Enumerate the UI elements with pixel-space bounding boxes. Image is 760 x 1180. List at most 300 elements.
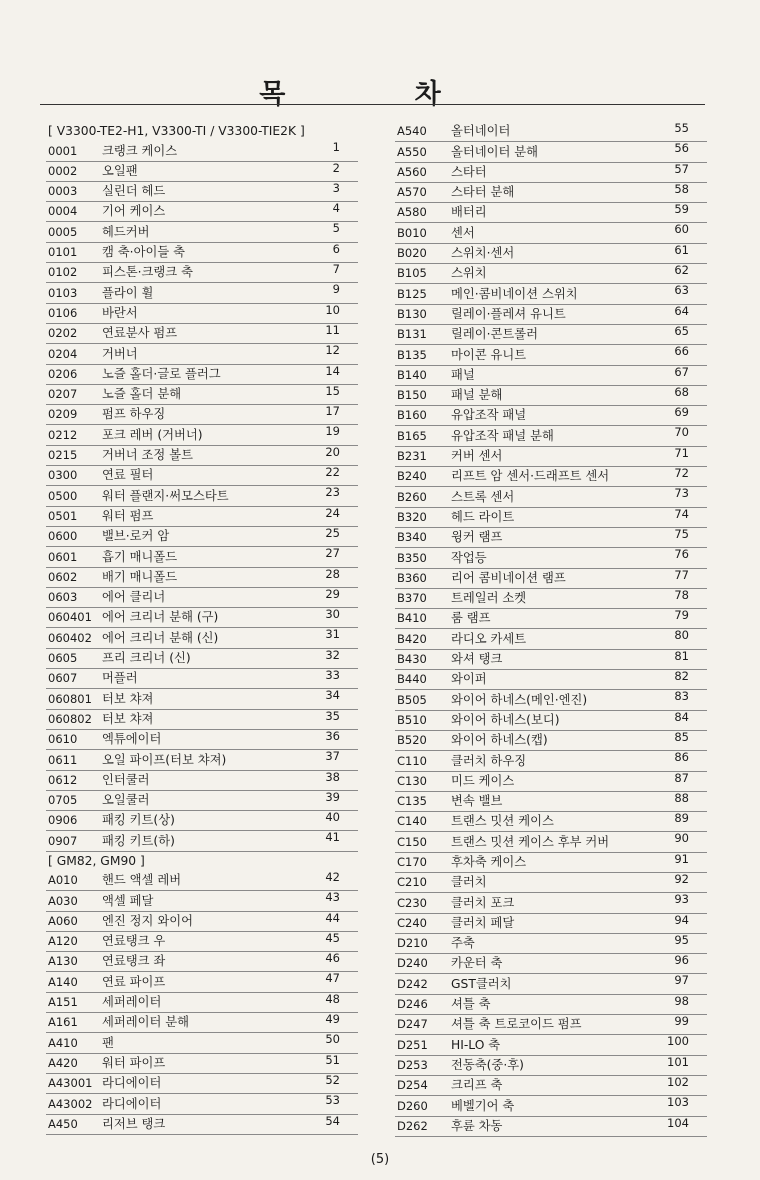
toc-entry-page: 6	[332, 241, 340, 256]
toc-entry-page: 15	[325, 383, 340, 398]
toc-entry-code: B260	[397, 489, 427, 504]
toc-entry	[395, 223, 707, 243]
toc-entry-title: 세퍼레이터	[102, 995, 162, 1010]
toc-entry	[46, 425, 358, 445]
toc-entry	[46, 972, 358, 992]
toc-entry-title: 연료분사 펌프	[102, 326, 178, 341]
toc-entry-page: 23	[325, 485, 340, 500]
toc-entry-code: 0212	[48, 427, 78, 442]
toc-entry-title: 액셀 페달	[102, 893, 154, 908]
toc-entry-page: 101	[667, 1054, 689, 1069]
toc-left-column	[46, 122, 358, 1135]
toc-entry-code: 0002	[48, 163, 78, 178]
toc-entry-code: B510	[397, 712, 427, 727]
toc-entry	[46, 791, 358, 811]
toc-entry-page: 75	[674, 526, 689, 541]
toc-entry-title: 후륜 차동	[451, 1118, 503, 1133]
toc-entry-page: 1	[332, 140, 340, 155]
toc-entry-page: 36	[325, 728, 340, 743]
toc-entry-page: 28	[325, 566, 340, 581]
toc-entry-code: 0204	[48, 346, 78, 361]
toc-entry-title: 에어 클리너	[102, 590, 166, 605]
toc-entry-page: 79	[674, 608, 689, 623]
toc-entry	[395, 792, 707, 812]
toc-entry-code: B420	[397, 631, 427, 646]
toc-entry-page: 53	[325, 1093, 340, 1108]
toc-entry-code: D251	[397, 1037, 428, 1052]
toc-entry-page: 56	[674, 141, 689, 156]
toc-entry-title: 후차축 케이스	[451, 854, 527, 869]
toc-entry-code: D254	[397, 1078, 428, 1093]
toc-entry	[46, 1033, 358, 1053]
toc-entry-page: 88	[674, 790, 689, 805]
toc-entry-code: 0605	[48, 651, 78, 666]
toc-entry-title: 라디에이터	[102, 1076, 162, 1091]
toc-entry-page: 3	[332, 180, 340, 195]
toc-entry	[395, 487, 707, 507]
toc-entry	[395, 832, 707, 852]
toc-entry-code: A570	[397, 185, 427, 200]
toc-entry-code: A550	[397, 144, 427, 159]
toc-entry-page: 67	[674, 364, 689, 379]
toc-entry-page: 59	[674, 202, 689, 217]
toc-entry-title: 피스톤·크랭크 축	[102, 265, 193, 280]
toc-entry-code: 0300	[48, 468, 78, 483]
toc-entry-page: 20	[325, 444, 340, 459]
toc-entry-page: 12	[325, 343, 340, 358]
toc-entry-page: 80	[674, 628, 689, 643]
toc-entry-code: A130	[48, 954, 78, 969]
toc-entry-code: B440	[397, 672, 427, 687]
toc-entry	[395, 447, 707, 467]
toc-entry-code: B231	[397, 449, 427, 464]
toc-entry	[46, 182, 358, 202]
toc-entry-page: 11	[325, 322, 340, 337]
toc-entry-code: 060802	[48, 711, 92, 726]
toc-entry	[395, 873, 707, 893]
toc-entry-title: 거버너 조정 볼트	[102, 448, 193, 463]
toc-entry-page: 43	[325, 890, 340, 905]
toc-entry-page: 100	[667, 1034, 689, 1049]
toc-entry-page: 90	[674, 831, 689, 846]
toc-entry-title: 엔진 정지 와이어	[102, 913, 193, 928]
toc-entry	[46, 141, 358, 161]
toc-entry-page: 45	[325, 930, 340, 945]
toc-entry-page: 22	[325, 465, 340, 480]
toc-entry-page: 10	[325, 302, 340, 317]
toc-entry-page: 73	[674, 486, 689, 501]
toc-entry-title: 스위치	[451, 266, 487, 281]
toc-entry-code: 0103	[48, 285, 78, 300]
toc-entry	[395, 569, 707, 589]
toc-entry	[395, 203, 707, 223]
toc-entry-code: B505	[397, 692, 427, 707]
toc-entry	[395, 122, 707, 142]
toc-entry	[46, 568, 358, 588]
toc-entry-code: D242	[397, 976, 428, 991]
toc-entry-page: 55	[674, 121, 689, 135]
toc-entry-page: 57	[674, 161, 689, 176]
toc-entry	[395, 1096, 707, 1116]
toc-entry-title: 릴레이·플레셔 유니트	[451, 306, 566, 321]
toc-entry	[395, 731, 707, 751]
toc-entry-code: 0102	[48, 265, 78, 280]
toc-entry-page: 60	[674, 222, 689, 237]
toc-entry-title: 배터리	[451, 205, 487, 220]
toc-entry-page: 4	[332, 201, 340, 216]
toc-entry-page: 82	[674, 669, 689, 684]
toc-entry-title: 에어 크리너 분해 (신)	[102, 630, 219, 645]
toc-entry-page: 54	[325, 1113, 340, 1128]
toc-entry-title: 프리 크리너 (신)	[102, 651, 191, 666]
toc-entry-code: D253	[397, 1057, 428, 1072]
toc-entry	[395, 325, 707, 345]
toc-entry	[395, 914, 707, 934]
toc-entry-page: 65	[674, 323, 689, 338]
toc-entry-title: 연료탱크 좌	[102, 954, 166, 969]
toc-entry	[46, 162, 358, 182]
toc-entry	[46, 283, 358, 303]
toc-entry	[46, 993, 358, 1013]
toc-entry-code: B430	[397, 652, 427, 667]
toc-entry-title: 리어 콤비네이션 램프	[451, 570, 566, 585]
toc-entry	[395, 467, 707, 487]
toc-entry-code: 0705	[48, 793, 78, 808]
toc-entry-code: 0601	[48, 549, 78, 564]
toc-entry-page: 104	[667, 1115, 689, 1130]
toc-entry	[46, 324, 358, 344]
toc-entry-title: 터보 챠져	[102, 711, 154, 726]
toc-entry	[395, 548, 707, 568]
toc-entry-page: 84	[674, 709, 689, 724]
toc-entry	[395, 650, 707, 670]
toc-entry-code: 0611	[48, 752, 78, 767]
toc-entry-code: A560	[397, 164, 427, 179]
toc-right-column	[395, 122, 707, 1137]
toc-entry-page: 96	[674, 953, 689, 968]
toc-entry	[46, 628, 358, 648]
toc-entry-title: 연료탱크 우	[102, 934, 166, 949]
toc-entry-page: 64	[674, 303, 689, 318]
toc-entry	[395, 670, 707, 690]
toc-entry-title: 베벨기어 축	[451, 1098, 515, 1113]
toc-entry-code: 0610	[48, 732, 78, 747]
toc-entry	[395, 853, 707, 873]
toc-entry-page: 99	[674, 1014, 689, 1029]
toc-entry-title: 헤드커버	[102, 224, 150, 239]
toc-entry-title: 헤드 라이트	[451, 509, 515, 524]
toc-entry-title: 워터 펌프	[102, 508, 154, 523]
toc-entry-page: 17	[325, 404, 340, 419]
toc-entry-page: 5	[332, 221, 340, 236]
toc-entry-code: C240	[397, 915, 427, 930]
toc-entry-title: 크리프 축	[451, 1078, 503, 1093]
toc-entry-code: A450	[48, 1116, 78, 1131]
toc-entry-code: 0004	[48, 204, 78, 219]
toc-entry	[46, 912, 358, 932]
toc-entry-title: 셔틀 축 트로코이드 펌프	[451, 1017, 582, 1032]
toc-entry	[46, 446, 358, 466]
toc-entry-code: 0106	[48, 305, 78, 320]
toc-entry	[46, 750, 358, 770]
toc-entry-page: 27	[325, 546, 340, 561]
toc-entry-title: 올터네이터	[451, 124, 511, 139]
toc-entry-title: 세퍼레이터 분해	[102, 1015, 190, 1030]
toc-entry-code: B410	[397, 611, 427, 626]
toc-entry-title: 미드 케이스	[451, 773, 515, 788]
toc-entry	[46, 547, 358, 567]
toc-entry-code: 0005	[48, 224, 78, 239]
toc-entry	[395, 751, 707, 771]
toc-entry-page: 44	[325, 910, 340, 925]
toc-entry-page: 68	[674, 384, 689, 399]
toc-entry	[46, 771, 358, 791]
toc-entry-page: 31	[325, 627, 340, 642]
toc-entry	[395, 589, 707, 609]
page-title: 목 차	[259, 79, 501, 110]
toc-entry-title: 릴레이·콘트롤러	[451, 327, 539, 342]
toc-entry	[395, 305, 707, 325]
toc-entry	[395, 406, 707, 426]
toc-entry	[395, 264, 707, 284]
toc-entry	[46, 507, 358, 527]
toc-entry	[395, 1015, 707, 1035]
toc-entry-page: 93	[674, 892, 689, 907]
toc-entry-code: A010	[48, 873, 78, 888]
toc-entry-page: 35	[325, 708, 340, 723]
toc-entry-code: C135	[397, 794, 427, 809]
toc-entry	[46, 689, 358, 709]
toc-entry-code: C150	[397, 834, 427, 849]
toc-entry	[46, 1013, 358, 1033]
toc-entry	[395, 183, 707, 203]
toc-entry-page: 102	[667, 1074, 689, 1089]
toc-entry-code: 0500	[48, 488, 78, 503]
toc-entry-code: B150	[397, 388, 427, 403]
toc-entry	[395, 609, 707, 629]
toc-entry-code: 0906	[48, 813, 78, 828]
toc-entry-title: 전동축(중·후)	[451, 1057, 524, 1072]
toc-entry-code: D262	[397, 1118, 428, 1133]
toc-entry-page: 40	[325, 810, 340, 825]
toc-entry-code: D247	[397, 1017, 428, 1032]
toc-entry-title: 리저브 탱크	[102, 1116, 166, 1131]
toc-entry	[46, 243, 358, 263]
toc-entry-code: D210	[397, 936, 428, 951]
toc-entry	[395, 934, 707, 954]
toc-entry-code: B140	[397, 367, 427, 382]
toc-entry-page: 61	[674, 242, 689, 257]
toc-entry	[395, 508, 707, 528]
toc-entry-code: B165	[397, 428, 427, 443]
toc-entry-page: 85	[674, 729, 689, 744]
toc-entry-code: B131	[397, 327, 427, 342]
toc-entry-code: B350	[397, 550, 427, 565]
toc-entry-code: C110	[397, 753, 427, 768]
toc-entry-page: 2	[332, 160, 340, 175]
toc-entry-code: 0202	[48, 326, 78, 341]
toc-entry-page: 91	[674, 851, 689, 866]
toc-entry-page: 89	[674, 811, 689, 826]
toc-entry-page: 49	[325, 1012, 340, 1027]
toc-entry-title: 패킹 키트(하)	[102, 833, 175, 848]
toc-entry	[46, 365, 358, 385]
toc-entry-code: A580	[397, 205, 427, 220]
toc-entry-title: 클러치 페달	[451, 915, 515, 930]
toc-entry-page: 46	[325, 951, 340, 966]
toc-entry-code: A43001	[48, 1076, 93, 1091]
toc-entry-page: 76	[674, 547, 689, 562]
title-divider	[40, 104, 705, 105]
toc-entry-code: 0001	[48, 143, 78, 158]
toc-entry-code: D260	[397, 1098, 428, 1113]
toc-entry-title: 센서	[451, 225, 475, 240]
toc-entry-title: 노즐 홀더 분해	[102, 387, 182, 402]
toc-entry	[46, 1094, 358, 1114]
toc-entry	[395, 1056, 707, 1076]
toc-entry-code: B020	[397, 246, 427, 261]
toc-entry-code: 060801	[48, 691, 92, 706]
toc-entry-title: 트랜스 밋션 케이스	[451, 814, 554, 829]
toc-entry	[46, 871, 358, 891]
toc-entry-title: 팬	[102, 1035, 114, 1050]
toc-entry	[395, 893, 707, 913]
toc-entry-page: 92	[674, 871, 689, 886]
toc-entry-page: 98	[674, 993, 689, 1008]
toc-entry	[46, 1074, 358, 1094]
toc-entry-title: 유압조작 패널	[451, 408, 527, 423]
toc-entry-code: B125	[397, 286, 427, 301]
toc-entry-title: 오일팬	[102, 163, 138, 178]
toc-entry-title: 플라이 휠	[102, 285, 154, 300]
toc-entry-title: 오일쿨러	[102, 793, 150, 808]
toc-entry	[395, 284, 707, 304]
toc-entry-code: B370	[397, 591, 427, 606]
toc-entry	[46, 649, 358, 669]
toc-entry-title: 워터 플랜지·써모스타트	[102, 488, 229, 503]
toc-entry	[395, 426, 707, 446]
toc-entry-page: 58	[674, 181, 689, 196]
toc-entry	[46, 811, 358, 831]
toc-entry	[395, 954, 707, 974]
toc-entry-code: 0501	[48, 508, 78, 523]
toc-entry-title: 인터쿨러	[102, 772, 150, 787]
toc-entry-title: 연료 필터	[102, 468, 154, 483]
toc-entry	[395, 386, 707, 406]
toc-entry-code: B010	[397, 225, 427, 240]
toc-entry-title: 와이어 하네스(메인·엔진)	[451, 692, 588, 707]
toc-entry-title: 주축	[451, 936, 475, 951]
toc-entry	[46, 730, 358, 750]
toc-entry-code: A120	[48, 934, 78, 949]
toc-entry-page: 19	[325, 424, 340, 439]
toc-entry-code: A151	[48, 995, 78, 1010]
toc-entry-title: 룸 램프	[451, 611, 491, 626]
toc-entry-title: 터보 챠져	[102, 691, 154, 706]
toc-entry-title: 배기 매니폴드	[102, 569, 178, 584]
toc-entry	[395, 1076, 707, 1096]
toc-entry-page: 39	[325, 789, 340, 804]
toc-entry-title: 패널 분해	[451, 388, 503, 403]
toc-entry-title: 라디오 카세트	[451, 631, 527, 646]
toc-entry-title: 오일 파이프(터보 챠져)	[102, 752, 227, 767]
toc-entry	[46, 344, 358, 364]
toc-entry-code: A410	[48, 1035, 78, 1050]
toc-entry-title: 펌프 하우징	[102, 407, 166, 422]
toc-entry-title: 유압조작 패널 분해	[451, 428, 554, 443]
page-number: (5)	[370, 1152, 390, 1167]
toc-entry-page: 81	[674, 648, 689, 663]
toc-entry-code: B360	[397, 570, 427, 585]
toc-entry	[395, 711, 707, 731]
toc-entry	[46, 202, 358, 222]
toc-entry-page: 41	[325, 830, 340, 845]
toc-entry-title: 밸브·로커 암	[102, 529, 170, 544]
toc-entry-title: 와셔 탱크	[451, 652, 503, 667]
toc-entry-code: C210	[397, 875, 427, 890]
toc-entry-code: A030	[48, 893, 78, 908]
toc-entry-title: 트랜스 밋션 케이스 후부 커버	[451, 834, 610, 849]
toc-entry-page: 9	[332, 282, 340, 297]
toc-entry	[46, 1054, 358, 1074]
toc-entry-code: A060	[48, 913, 78, 928]
toc-entry-page: 94	[674, 912, 689, 927]
toc-entry-title: 트레일러 소켓	[451, 591, 527, 606]
toc-entry-title: 포크 레버 (거버너)	[102, 427, 203, 442]
toc-entry-page: 30	[325, 607, 340, 622]
toc-entry-title: 셔틀 축	[451, 997, 491, 1012]
toc-entry-code: B160	[397, 408, 427, 423]
toc-entry	[395, 366, 707, 386]
toc-entry-page: 87	[674, 770, 689, 785]
toc-entry-page: 51	[325, 1052, 340, 1067]
toc-entry-title: 노즐 홀더·글로 플러그	[102, 366, 221, 381]
toc-entry-code: C140	[397, 814, 427, 829]
toc-entry-code: 0215	[48, 448, 78, 463]
toc-entry	[46, 1115, 358, 1135]
toc-entry-page: 32	[325, 647, 340, 662]
toc-entry-page: 62	[674, 263, 689, 278]
toc-entry	[46, 831, 358, 851]
toc-entry	[46, 608, 358, 628]
toc-entry	[395, 345, 707, 365]
toc-entry-page: 38	[325, 769, 340, 784]
toc-entry-page: 78	[674, 587, 689, 602]
toc-entry-title: 와이퍼	[451, 672, 487, 687]
toc-entry	[46, 486, 358, 506]
toc-entry-title: 메인·콤비네이션 스위치	[451, 286, 578, 301]
toc-entry-title: 카운터 축	[451, 956, 503, 971]
toc-entry-code: B320	[397, 509, 427, 524]
toc-entry-title: 거버너	[102, 346, 138, 361]
toc-entry	[395, 812, 707, 832]
toc-entry-page: 52	[325, 1072, 340, 1087]
toc-entry-code: A43002	[48, 1096, 93, 1111]
toc-entry-page: 33	[325, 668, 340, 683]
toc-entry	[395, 995, 707, 1015]
toc-entry-code: 0207	[48, 387, 78, 402]
toc-entry-title: 스타터	[451, 164, 487, 179]
toc-entry	[395, 772, 707, 792]
toc-entry-page: 29	[325, 586, 340, 601]
toc-entry-page: 50	[325, 1032, 340, 1047]
toc-entry-title: 리프트 암 센서·드래프트 센서	[451, 469, 610, 484]
toc-entry-title: 클러치	[451, 875, 487, 890]
toc-entry-code: A140	[48, 974, 78, 989]
toc-entry	[46, 952, 358, 972]
toc-entry	[395, 1117, 707, 1137]
toc-entry-title: 크랭크 케이스	[102, 143, 178, 158]
